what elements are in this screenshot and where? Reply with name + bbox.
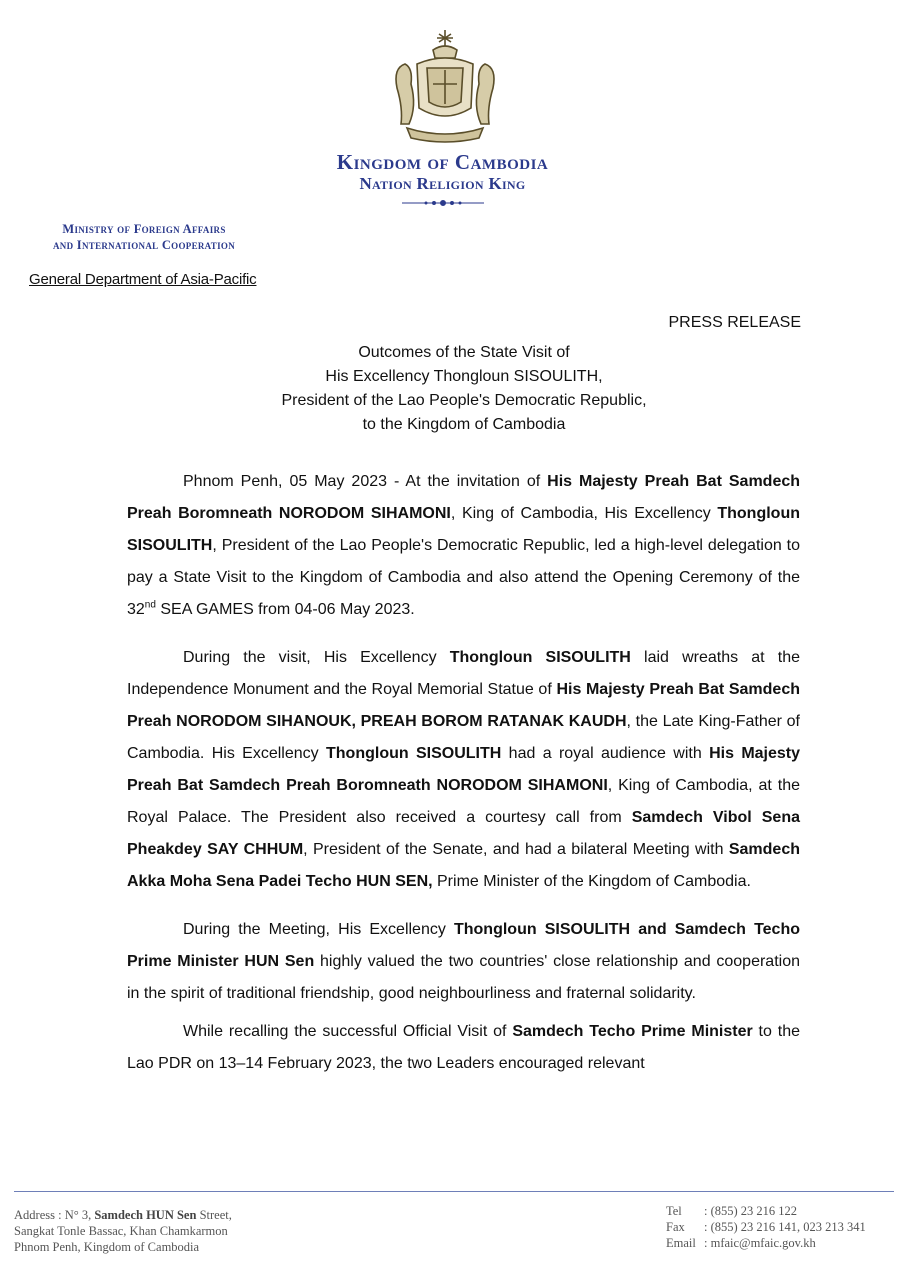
- title-line: President of the Lao People's Democratic Republic,: [281, 392, 647, 409]
- contact-fax: Fax : (855) 23 216 141, 023 213 341: [666, 1220, 866, 1234]
- release-body: [127, 466, 800, 1080]
- paragraph-2: During the visit, His Excellency Thongloun SISOULITH laid wreaths at the Independence Monument and the Royal Memorial Statue of His Majesty Preah Bat Samdech Preah NORODOM SIHANOUK, PREAH BOROM RATANAK KAUDH, the Late King-Father of Cambodia. His Excellency Thongloun SISOULITH had a royal audience with His Majesty Preah Bat Samdech Preah Boromneath NORODOM SIHAMONI, King of Cambodia, at the Royal Palace. The President also received a courtesy call from Samdech Vibol Sena Pheakdey SAY CHHUM, President of the Senate, and had a bilateral Meeting with Samdech Akka Moha Sena Padei Techo HUN SEN, Prime Minister of the Kingdom of Cambodia.: [127, 649, 801, 890]
- release-title: [0, 341, 907, 437]
- contact-email: Email : mfaic@mfaic.gov.kh: [666, 1236, 816, 1250]
- national-motto: Nation Religion King: [359, 174, 526, 193]
- footer-contacts: [666, 1203, 866, 1251]
- ornament-divider-icon: [402, 198, 484, 208]
- footer-address: Address : N° 3, Samdech HUN Sen Street, Sangkat Tonle Bassac, Khan Chamkarmon Phnom Penh, Kingdom of Cambodia: [14, 1208, 232, 1254]
- title-line: Outcomes of the State Visit of: [358, 344, 570, 361]
- ministry-name: [14, 221, 274, 253]
- title-line: to the Kingdom of Cambodia: [362, 416, 566, 433]
- footer-divider: [14, 1191, 894, 1192]
- title-line: His Excellency Thongloun SISOULITH,: [325, 368, 603, 385]
- royal-coat-of-arms-icon: [387, 28, 503, 148]
- press-release-label: PRESS RELEASE: [668, 314, 801, 331]
- contact-tel: Tel : (855) 23 216 122: [666, 1204, 798, 1218]
- paragraph-3: During the Meeting, His Excellency Thongloun SISOULITH and Samdech Techo Prime Minister HUN Sen highly valued the two countries' close relationship and cooperation in the spirit of traditional friendship, good neighbourliness and fraternal solidarity.: [127, 921, 801, 1002]
- ministry-line-2: and International Cooperation: [52, 238, 236, 252]
- ministry-line-1: Ministry of Foreign Affairs: [62, 222, 226, 236]
- department-name: General Department of Asia-Pacific: [29, 271, 257, 288]
- kingdom-title: Kingdom of Cambodia: [336, 150, 549, 174]
- paragraph-1: Phnom Penh, 05 May 2023 - At the invitation of His Majesty Preah Bat Samdech Preah Boromneath NORODOM SIHAMONI, King of Cambodia, His Excellency Thongloun SISOULITH, President of the Lao People's Democratic Republic, led a high-level delegation to pay a State Visit to the Kingdom of Cambodia and also attend the Opening Ceremony of the 32nd SEA GAMES from 04-06 May 2023.: [127, 473, 801, 618]
- paragraph-4: While recalling the successful Official Visit of Samdech Techo Prime Minister to the Lao PDR on 13–14 February 2023, the two Leaders encouraged relevant: [127, 1023, 800, 1072]
